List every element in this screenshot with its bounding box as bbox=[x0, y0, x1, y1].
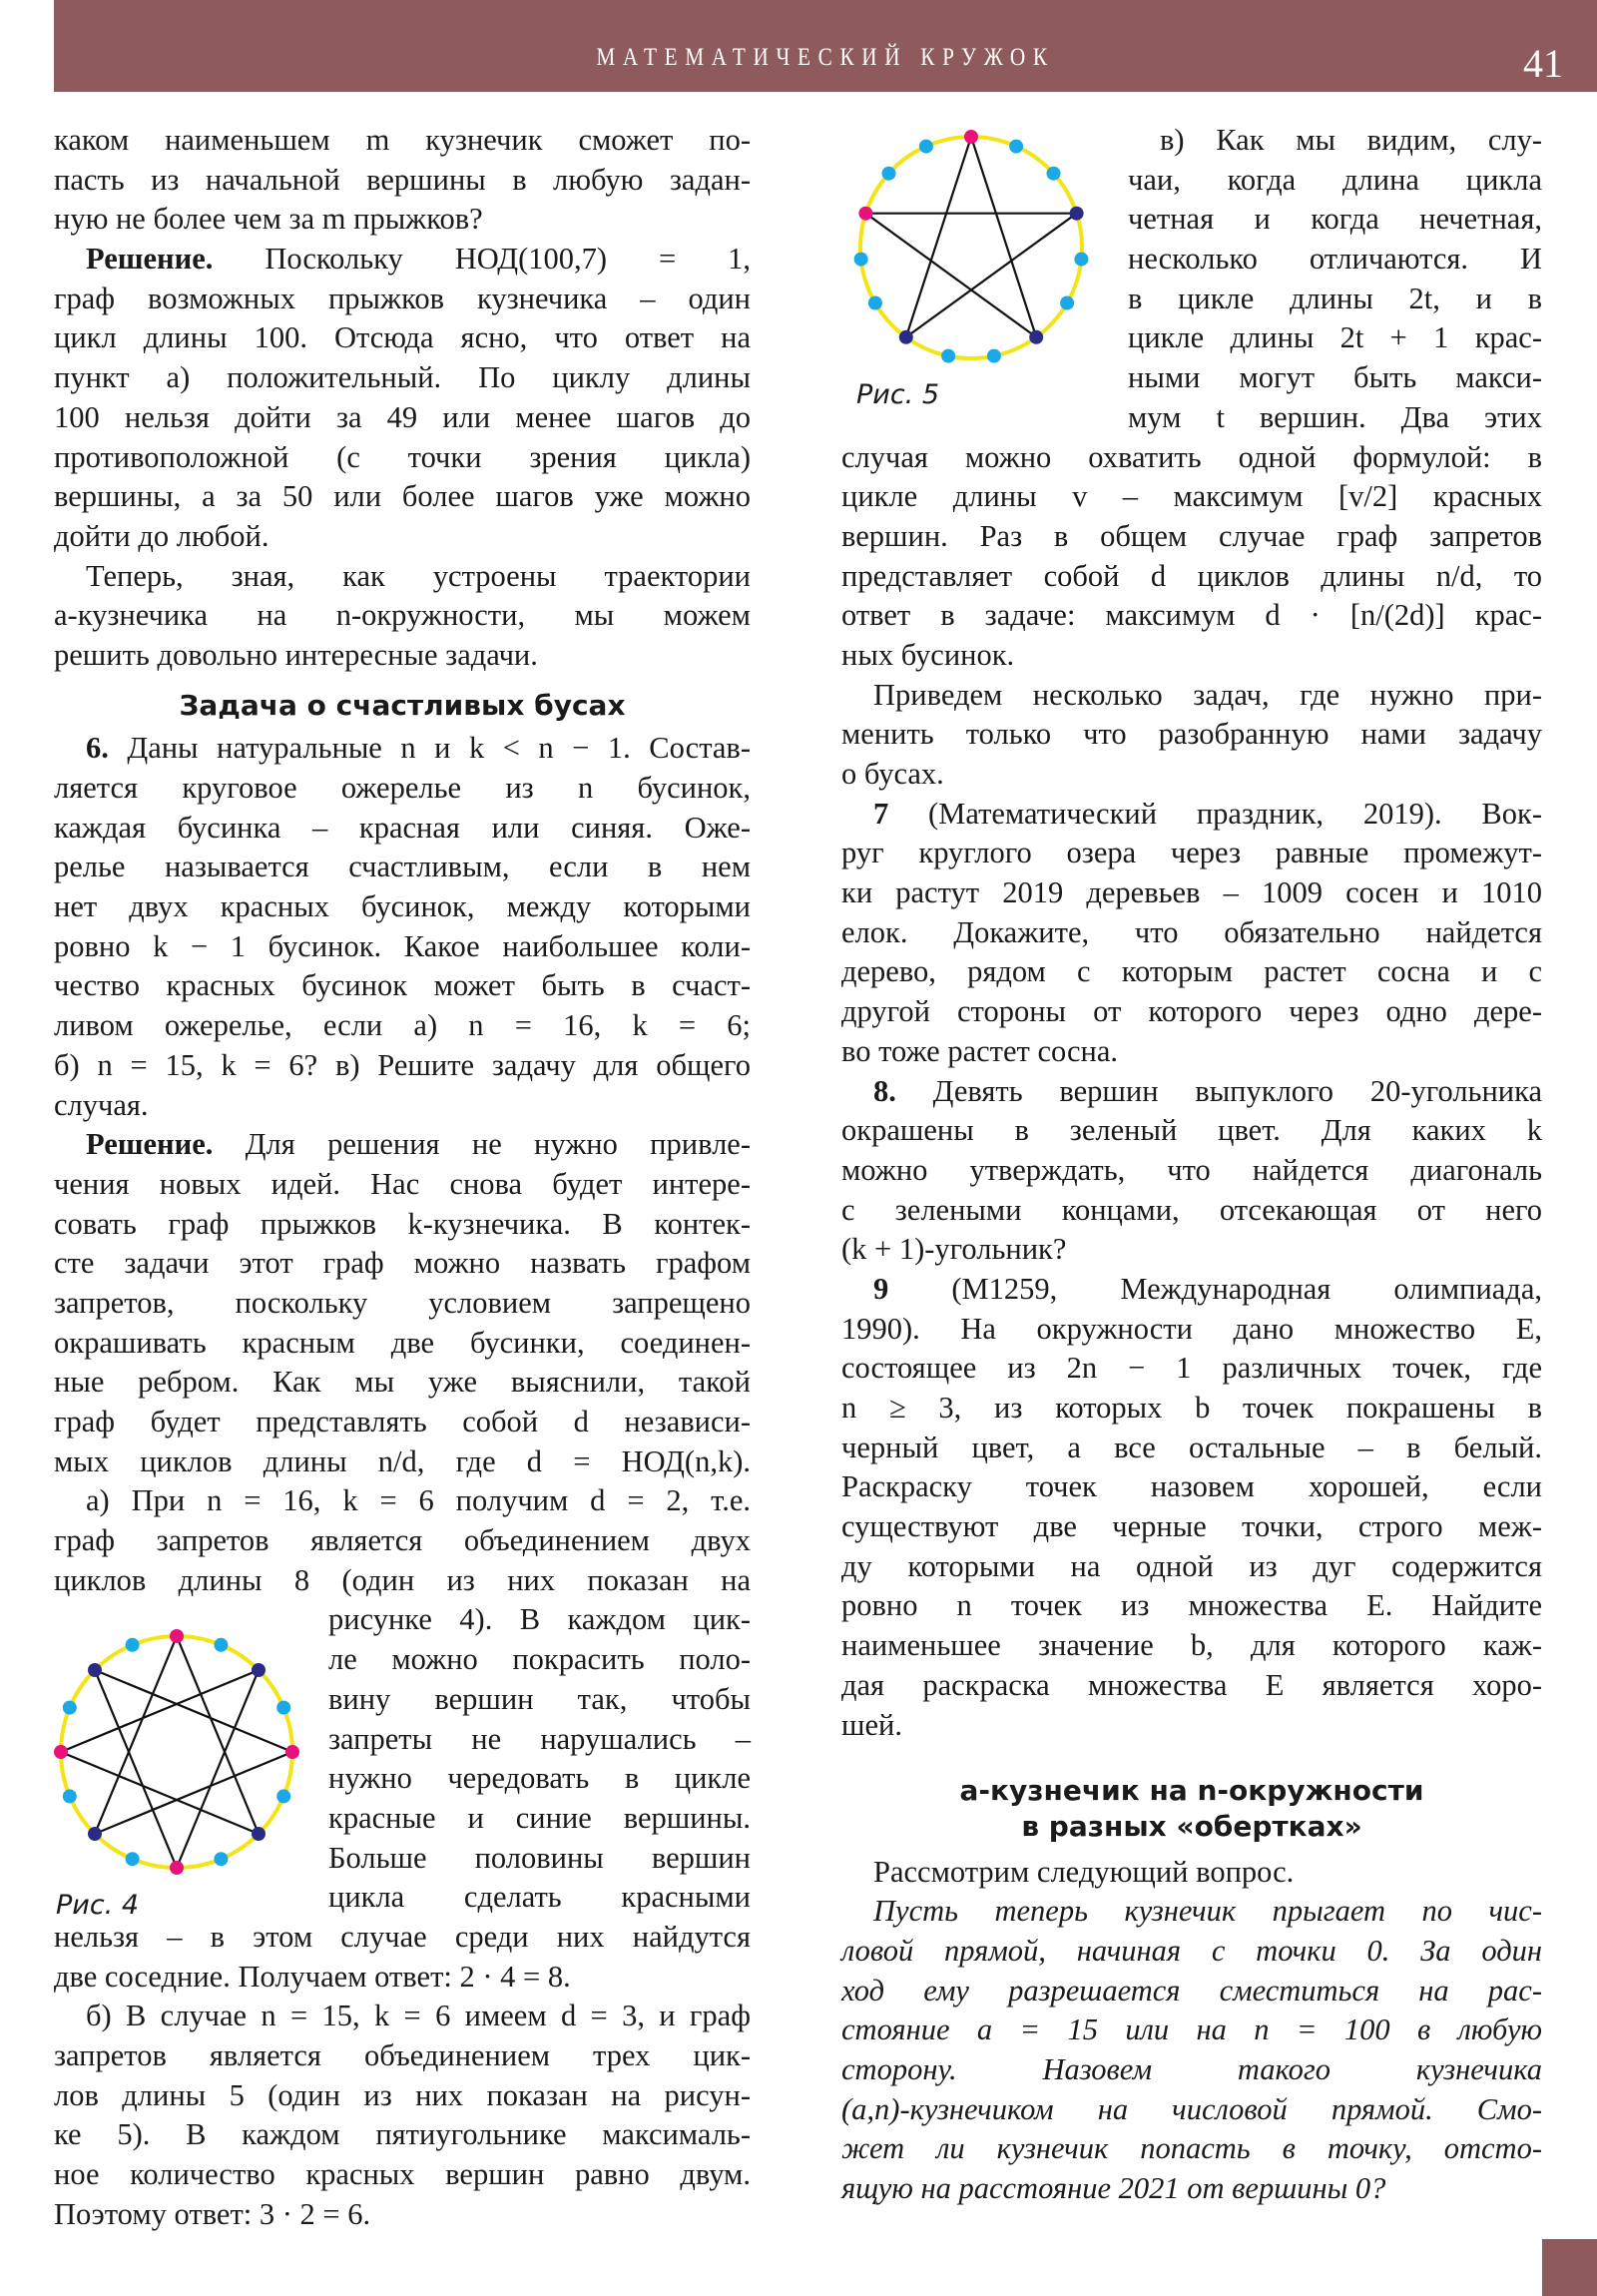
solution-paragraph-start: Решение. Для решения не нужно привле- bbox=[86, 1127, 751, 1162]
figure-5-caption: Рис. 5 bbox=[856, 379, 940, 410]
text-line: состоящее из 2n − 1 различных точек, где bbox=[841, 1351, 1542, 1386]
text-line: вину вершин так, чтобы bbox=[328, 1681, 751, 1716]
text-line: в) Как мы видим, слу- bbox=[1160, 123, 1542, 157]
text-line: решить довольно интересные задачи. bbox=[54, 637, 538, 672]
text-line: ответ в задаче: максимум d · [n/(2d)] крас- bbox=[841, 598, 1542, 633]
problem-7-start: 7 (Математический праздник, 2019). Вок- bbox=[873, 796, 1542, 831]
text-line: граф будет представлять собой d независи- bbox=[54, 1405, 751, 1438]
solution-label: Решение. bbox=[86, 1127, 214, 1162]
text-line: окрашивать красным две бусинки, соединен- bbox=[54, 1325, 751, 1360]
text-line: рисунке 4). В каждом цик- bbox=[328, 1602, 751, 1637]
italic-line: Пусть теперь кузнечик прыгает по чис- bbox=[873, 1894, 1542, 1929]
text-line: цикле длины v – максимум [v/2] красных bbox=[841, 479, 1542, 514]
text-line: чаи, когда длина цикла bbox=[1128, 162, 1542, 197]
text-line: б) n = 15, k = 6? в) Решите задачу для общего bbox=[54, 1047, 751, 1082]
text-line: четная и когда нечетная, bbox=[1128, 202, 1542, 237]
text-line: мум t вершин. Два этих bbox=[1128, 399, 1542, 434]
text-line: дая раскраска множества E является хоро- bbox=[841, 1667, 1542, 1702]
text-line: совать граф прыжков k-кузнечика. В контек- bbox=[54, 1206, 751, 1241]
text-line: окрашены в зеленый цвет. Для каких k bbox=[841, 1113, 1542, 1148]
page-number: 41 bbox=[1523, 41, 1563, 86]
text-line: существуют две черные точки, строго меж- bbox=[841, 1509, 1542, 1544]
text-line: несколько отличаются. И bbox=[1128, 242, 1542, 277]
italic-line: жет ли кузнечик попасть в точку, отсто- bbox=[841, 2131, 1542, 2166]
text-line: случая. bbox=[54, 1087, 149, 1122]
text-line: чество красных бусинок может быть в счаст- bbox=[54, 968, 751, 1003]
italic-line: стояние a = 15 или на n = 100 в любую bbox=[841, 2012, 1542, 2047]
italic-line: ящую на расстояние 2021 от вершины 0? bbox=[841, 2171, 1386, 2206]
text-line: чения новых идей. Нас снова будет интере- bbox=[54, 1166, 751, 1201]
solution-paragraph-start: Решение. Поскольку НОД(100,7) = 1, bbox=[86, 242, 751, 277]
text-line: противоположной (с точки зрения цикла) bbox=[54, 439, 751, 474]
text-line: мых циклов длины n/d, где d = НОД(n,k). bbox=[54, 1443, 751, 1478]
text-line: две соседние. Получаем ответ: 2 · 4 = 8. bbox=[54, 1959, 571, 1994]
text-line: цикла сделать красными bbox=[328, 1880, 751, 1915]
text-line: нельзя – в этом случае среди них найдутся bbox=[54, 1919, 751, 1954]
page-corner-marker bbox=[1542, 2239, 1597, 2296]
text-line: ные ребром. Как мы уже выяснили, такой bbox=[54, 1365, 751, 1400]
text-line: Больше половины вершин bbox=[328, 1840, 751, 1875]
text-line: Поэтому ответ: 3 · 2 = 6. bbox=[54, 2196, 371, 2231]
text-line: ке 5). В каждом пятиугольнике максималь- bbox=[54, 2117, 751, 2152]
italic-line: ловой прямой, начиная с точки 0. За один bbox=[841, 1933, 1542, 1968]
running-header bbox=[54, 0, 1597, 92]
text-line: дерево, рядом с которым растет сосна и с bbox=[841, 954, 1542, 989]
text-line: ки растут 2019 деревьев – 1009 сосен и 1010 bbox=[841, 875, 1542, 910]
text-line: сте задачи этот граф можно назвать графом bbox=[54, 1246, 751, 1281]
text-line: елок. Докажите, что обязательно найдется bbox=[841, 914, 1542, 949]
journal-section-title: МАТЕМАТИЧЕСКИЙ КРУЖОК bbox=[596, 44, 1055, 71]
text-line: ную не более чем за m прыжков? bbox=[54, 202, 483, 237]
text-line: ных бусинок. bbox=[841, 637, 1015, 672]
text-line: пункт а) положительный. По циклу длины bbox=[54, 360, 751, 395]
text-line: б) В случае n = 15, k = 6 имеем d = 3, и граф bbox=[86, 1999, 751, 2033]
italic-line: сторону. Назовем такого кузнечика bbox=[841, 2052, 1542, 2086]
text-line: пасть из начальной вершины в любую задан- bbox=[54, 162, 751, 197]
problem-number: 9 bbox=[873, 1271, 889, 1306]
italic-line: (a,n)-кузнечиком на числовой прямой. Смо- bbox=[841, 2091, 1542, 2126]
text-line: ными могут быть макси- bbox=[1128, 360, 1542, 395]
section-heading-line-2: в разных «обертках» bbox=[1021, 1809, 1362, 1843]
text-line: каждая бусинка – красная или синяя. Оже- bbox=[54, 810, 751, 845]
text-line: а) При n = 16, k = 6 получим d = 2, т.е. bbox=[86, 1483, 751, 1518]
solution-label: Решение. bbox=[86, 242, 214, 277]
figure-4 bbox=[52, 1627, 301, 1877]
text-line: нет двух красных бусинок, между которыми bbox=[54, 889, 751, 924]
text-line: (k + 1)-угольник? bbox=[841, 1232, 1067, 1267]
text-line: запреты не нарушались – bbox=[328, 1721, 751, 1756]
problem-number: 6. bbox=[86, 731, 109, 766]
section-heading: Задача о счастливых бусах bbox=[179, 688, 626, 722]
text-line: граф запретов является объединением двух bbox=[54, 1523, 751, 1558]
text-line: наименьшее значение b, для которого каж- bbox=[841, 1628, 1542, 1663]
problem-9-start: 9 (М1259, Международная олимпиада, bbox=[873, 1271, 1542, 1306]
text-line: релье называется счастливым, если в нем bbox=[54, 850, 751, 884]
text-line: a-кузнечика на n-окружности, мы можем bbox=[54, 598, 751, 633]
italic-line: ход ему разрешается сместиться на рас- bbox=[841, 1973, 1542, 2008]
text-line: вершин. Раз в общем случае граф запретов bbox=[841, 518, 1542, 553]
text-line: руг круглого озера через равные промежут- bbox=[841, 836, 1542, 870]
text-line: ливом ожерелье, если а) n = 16, k = 6; bbox=[54, 1008, 751, 1043]
text-line: можно утверждать, что найдется диагональ bbox=[841, 1152, 1542, 1187]
left-column bbox=[54, 121, 751, 2234]
text-line: лов длины 5 (один из них показан на рисун- bbox=[54, 2077, 751, 2112]
problem-8-start: 8. Девять вершин выпуклого 20-угольника bbox=[873, 1073, 1542, 1108]
vertex-dots bbox=[54, 1629, 299, 1875]
text-line: циклов длины 8 (один из них показан на bbox=[54, 1562, 751, 1597]
text-line: ле можно покрасить поло- bbox=[328, 1642, 751, 1677]
text-line: во тоже растет сосна. bbox=[841, 1033, 1119, 1068]
text-line: запретов является объединением трех цик- bbox=[54, 2038, 751, 2072]
text-line: черный цвет, а все остальные – в белый. bbox=[841, 1430, 1542, 1464]
text-line: ду которыми на одной из дуг содержится bbox=[841, 1548, 1542, 1583]
text-line: цикл длины 100. Отсюда ясно, что ответ на bbox=[54, 320, 751, 355]
text-line: Теперь, зная, как устроены траектории bbox=[86, 558, 751, 593]
text-line: с зелеными концами, отсекающая от него bbox=[841, 1192, 1542, 1227]
text-line: запретов, поскольку условием запрещено bbox=[54, 1285, 751, 1320]
text-line: в цикле длины 2t, и в bbox=[1128, 281, 1542, 315]
pentagram-diagram bbox=[851, 128, 1091, 367]
text-line: представляет собой d циклов длины n/d, то bbox=[841, 558, 1542, 593]
text-line: нужно чередовать в цикле bbox=[328, 1761, 751, 1796]
star-octagram-diagram bbox=[52, 1627, 301, 1877]
text-line: Раскраску точек назовем хорошей, если bbox=[841, 1469, 1542, 1504]
text-line: граф возможных прыжков кузнечика – один bbox=[54, 281, 751, 315]
text-line: ное количество красных вершин равно двум. bbox=[54, 2157, 751, 2192]
text-line: Рассмотрим следующий вопрос. bbox=[873, 1854, 1295, 1889]
text-line: ровно k − 1 бусинок. Какое наибольшее коли- bbox=[54, 928, 751, 963]
right-column bbox=[841, 121, 1542, 2209]
text-line: 100 нельзя дойти за 49 или менее шагов до bbox=[54, 399, 751, 434]
section-heading-line-1: a-кузнечик на n-окружности bbox=[959, 1774, 1424, 1808]
text-line: другой стороны от которого через одно дере- bbox=[841, 994, 1542, 1029]
text-line: менить только что разобранную нами задачу bbox=[841, 717, 1542, 752]
text-line: ляется круговое ожерелье из n бусинок, bbox=[54, 771, 751, 805]
problem-6-start: 6. Даны натуральные n и k < n − 1. Состав- bbox=[86, 731, 751, 766]
figure-4-caption: Рис. 4 bbox=[56, 1890, 140, 1921]
text-line: дойти до любой. bbox=[54, 518, 269, 553]
problem-number: 7 bbox=[873, 796, 889, 831]
text-line: шей. bbox=[841, 1707, 902, 1742]
text-line: цикле длины 2t + 1 крас- bbox=[1128, 320, 1542, 355]
text-line: ровно n точек из множества E. Найдите bbox=[841, 1588, 1542, 1623]
text-line: каком наименьшем m кузнечик сможет по- bbox=[54, 123, 751, 157]
figure-5 bbox=[851, 128, 1091, 367]
text-line: красные и синие вершины. bbox=[328, 1800, 751, 1835]
text-line: о бусах. bbox=[841, 757, 944, 791]
text-line: 1990). На окружности дано множество E, bbox=[841, 1311, 1542, 1346]
vertex-dots bbox=[854, 130, 1089, 363]
text-line: Приведем несколько задач, где нужно при- bbox=[873, 677, 1542, 712]
text-line: n ≥ 3, из которых b точек покрашены в bbox=[841, 1391, 1542, 1425]
text-line: вершины, а за 50 или более шагов уже можно bbox=[54, 479, 751, 514]
problem-number: 8. bbox=[873, 1073, 896, 1108]
text-line: случая можно охватить одной формулой: в bbox=[841, 439, 1542, 474]
